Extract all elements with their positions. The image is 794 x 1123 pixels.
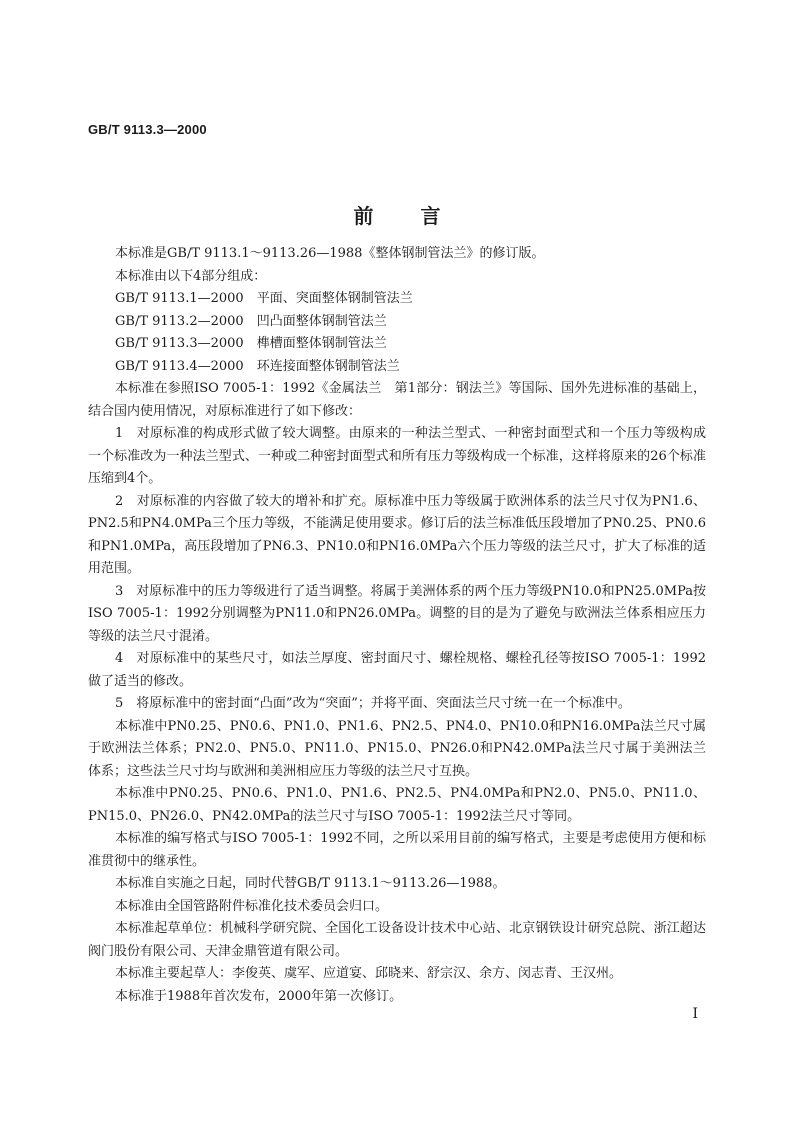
paragraph: 本标准中PN0.25、PN0.6、PN1.0、PN1.6、PN2.5、PN4.0MPa和PN2.0、PN5.0、PN11.0、PN15.0、PN26.0、PN42.0MPa的法兰尺寸与ISO 7005-1：1992法兰尺寸等同。 [88,786,706,824]
paragraph: 本标准的编写格式与ISO 7005-1：1992不同，之所以采用目前的编写格式，主要是考虑使用方便和标准贯彻中的继承性。 [88,831,706,869]
paragraph: 4 对原标准中的某些尺寸，如法兰厚度、密封面尺寸、螺栓规格、螺栓孔径等按ISO 7005-1：1992做了适当的修改。 [88,651,706,689]
paragraph: 本标准主要起草人：李俊英、虞军、应道宴、邱晓来、舒宗汉、余方、闵志青、王汉州。 [115,966,623,981]
paragraph: 本标准在参照ISO 7005-1：1992《金属法兰 第1部分：钢法兰》等国际、国外先进标准的基础上，结合国内使用情况，对原标准进行了如下修改： [88,381,706,419]
paragraph: 本标准由全国管路附件标准化技术委员会归口。 [115,898,389,914]
page-number: I [692,1006,698,1022]
paragraph: 3 对原标准中的压力等级进行了适当调整。将属于美洲体系的两个压力等级PN10.0和PN25.0MPa按ISO 7005-1：1992分别调整为PN11.0和PN26.0MPa。调整的目的是为了避免与欧洲法兰体系相应压力等级的法兰尺寸混淆。 [88,583,706,644]
paragraph: 本标准是GB/T 9113.1～9113.26—1988《整体钢制管法兰》的修订版。 [115,246,545,261]
paragraph: 2 对原标准的内容做了较大的增补和扩充。原标准中压力等级属于欧洲体系的法兰尺寸仅为PN1.6、PN2.5和PN4.0MPa三个压力等级，不能满足使用要求。修订后的法兰标准低压段增加了PN0.25、PN0.6和PN1.0MPa，高压段增加了PN6.3、PN10.0和PN16.0MPa六个压力等级的法兰尺寸，扩大了标准的适用范围。 [88,493,706,576]
foreword-body [88,243,706,1008]
paragraph: 本标准中PN0.25、PN0.6、PN1.0、PN1.6、PN2.5、PN4.0、PN10.0和PN16.0MPa法兰尺寸属于欧洲法兰体系；PN2.0、PN5.0、PN11.0、PN15.0、PN26.0和PN42.0MPa法兰尺寸属于美洲法兰体系；这些法兰尺寸均与欧洲和美洲相应压力等级的法兰尺寸互换。 [88,718,706,779]
paragraph: 本标准起草单位：机械科学研究院、全国化工设备设计技术中心站、北京钢铁设计研究总院、浙江超达阀门股份有限公司、天津金鼎管道有限公司。 [88,921,706,959]
standard-code-header: GB/T 9113.3—2000 [88,122,207,137]
paragraph: GB/T 9113.4—2000 环连接面整体钢制管法兰 [115,358,400,374]
paragraph: 本标准自实施之日起，同时代替GB/T 9113.1～9113.26—1988。 [115,876,506,891]
paragraph: 5 将原标准中的密封面“凸面”改为“突面”；并将平面、突面法兰尺寸统一在一个标准中。 [115,696,631,711]
paragraph: GB/T 9113.1—2000 平面、突面整体钢制管法兰 [115,291,413,306]
paragraph: GB/T 9113.2—2000 凹凸面整体钢制管法兰 [115,313,387,329]
page-title: 前 言 [353,204,441,228]
paragraph: 本标准于1988年首次发布，2000年第一次修订。 [115,988,403,1004]
paragraph: GB/T 9113.3—2000 榫槽面整体钢制管法兰 [115,336,387,351]
paragraph: 本标准由以下4部分组成： [115,268,267,284]
paragraph: 1 对原标准的构成形式做了较大调整。由原来的一种法兰型式、一种密封面型式和一个压力等级构成一个标准改为一种法兰型式、一种或二种密封面型式和所有压力等级构成一个标准，这样将原来的26个标准压缩到4个。 [88,426,706,486]
